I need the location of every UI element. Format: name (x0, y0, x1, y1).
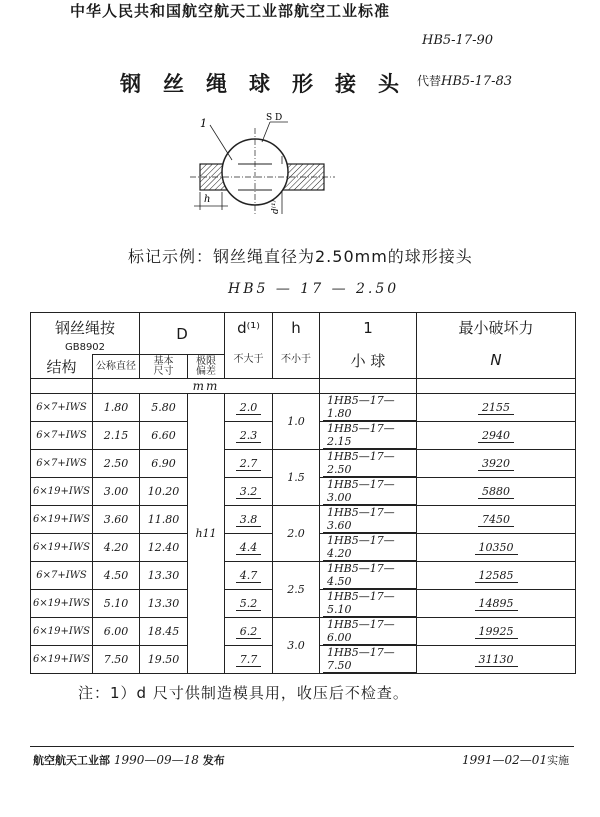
replaces-note (417, 72, 512, 89)
header-d-sub: 不大于 (225, 343, 273, 379)
header-d: d⁽¹⁾ (225, 313, 273, 343)
cell-d: 4.4 (225, 534, 273, 562)
header-limit-dev: 极限 偏差 (188, 355, 225, 379)
header-D: D (140, 313, 225, 355)
cell-force: 2940 (417, 422, 576, 450)
footer-divider (30, 746, 574, 747)
header-rope: 钢丝绳按 (31, 313, 140, 343)
figure-label-d: d⁽¹⁾ (271, 200, 281, 214)
cell-h: 2.5 (273, 562, 320, 618)
cell-code: 1HB5—17—3.60 (320, 506, 417, 534)
header-nominal-dia: 公称直径 (93, 355, 140, 379)
cell-dia: 7.50 (93, 646, 140, 674)
cell-code: 1HB5—17—5.10 (320, 590, 417, 618)
impl-label: 实施 (547, 754, 570, 767)
cell-dia: 4.20 (93, 534, 140, 562)
cell-code: 1HB5—17—2.15 (320, 422, 417, 450)
replaces-label: 代替 (417, 74, 442, 88)
cell-code: 1HB5—17—4.20 (320, 534, 417, 562)
impl-date: 1991—02—01 (462, 753, 548, 767)
cell-structure: 6×19+IWS (31, 478, 93, 506)
cell-structure: 6×19+IWS (31, 534, 93, 562)
issuer: 航空航天工业部 (33, 754, 110, 767)
cell-h: 1.0 (273, 394, 320, 450)
cell-h: 1.5 (273, 450, 320, 506)
cell-structure: 6×7+IWS (31, 450, 93, 478)
cell-structure: 6×7+IWS (31, 394, 93, 422)
cell-dia: 2.50 (93, 450, 140, 478)
header-ball-num: 1 (320, 313, 417, 343)
cell-D: 19.50 (140, 646, 188, 674)
cell-force: 7450 (417, 506, 576, 534)
cell-dia: 5.10 (93, 590, 140, 618)
cell-force: 5880 (417, 478, 576, 506)
cell-d: 5.2 (225, 590, 273, 618)
cell-structure: 6×19+IWS (31, 646, 93, 674)
cell-D: 5.80 (140, 394, 188, 422)
cell-force: 10350 (417, 534, 576, 562)
doc-code: HB5-17-90 (422, 33, 494, 48)
cell-D: 11.80 (140, 506, 188, 534)
cell-dia: 4.50 (93, 562, 140, 590)
cell-code: 1HB5—17—7.50 (320, 646, 417, 674)
figure-label-sd: S D (266, 113, 283, 123)
standard-org: 中华人民共和国航空航天工业部航空工业标准 (70, 2, 391, 20)
page-title: 钢丝绳球形接头 (120, 72, 421, 96)
cell-d: 2.7 (225, 450, 273, 478)
cell-d: 3.2 (225, 478, 273, 506)
cell-h: 2.0 (273, 506, 320, 562)
cell-structure: 6×19+IWS (31, 618, 93, 646)
cell-structure: 6×19+IWS (31, 506, 93, 534)
cell-structure: 6×7+IWS (31, 422, 93, 450)
cell-code: 1HB5—17—3.00 (320, 478, 417, 506)
cell-structure: 6×19+IWS (31, 590, 93, 618)
cell-dia: 6.00 (93, 618, 140, 646)
header-ball-name: 小 球 (320, 343, 417, 379)
cell-d: 4.7 (225, 562, 273, 590)
figure-label-h: h (204, 194, 211, 205)
header-basic-size: 基本 尺寸 (140, 355, 188, 379)
cell-d: 2.3 (225, 422, 273, 450)
header-structure: 结构 (31, 355, 93, 379)
cell-d: 6.2 (225, 618, 273, 646)
header-force-unit: N (417, 343, 576, 379)
issue-info (33, 752, 225, 768)
cell-structure: 6×7+IWS (31, 562, 93, 590)
cell-dia: 1.80 (93, 394, 140, 422)
cell-dia: 3.60 (93, 506, 140, 534)
cell-code: 1HB5—17—1.80 (320, 394, 417, 422)
cell-dia: 2.15 (93, 422, 140, 450)
header-h: h (273, 313, 320, 343)
cell-D: 13.30 (140, 562, 188, 590)
header-unit: mm (93, 379, 320, 394)
header-h-sub: 不小于 (273, 343, 320, 379)
figure-label-1: 1 (200, 117, 207, 130)
issue-label: 发布 (202, 754, 225, 767)
cell-tolerance: h11 (188, 394, 225, 674)
cell-code: 1HB5—17—4.50 (320, 562, 417, 590)
cell-force: 31130 (417, 646, 576, 674)
cell-D: 10.20 (140, 478, 188, 506)
ball-joint-drawing (170, 110, 360, 220)
cell-d: 3.8 (225, 506, 273, 534)
cell-D: 6.60 (140, 422, 188, 450)
cell-h: 3.0 (273, 618, 320, 674)
cell-d: 2.0 (225, 394, 273, 422)
header-force: 最小破坏力 (417, 313, 576, 343)
cell-D: 13.30 (140, 590, 188, 618)
cell-dia: 3.00 (93, 478, 140, 506)
implementation-info (462, 752, 569, 768)
cell-code: 1HB5—17—2.50 (320, 450, 417, 478)
cell-d: 7.7 (225, 646, 273, 674)
marking-example-caption: 标记示例：钢丝绳直径为2.50mm的球形接头 (128, 247, 473, 266)
cell-D: 18.45 (140, 618, 188, 646)
cell-force: 12585 (417, 562, 576, 590)
spec-table (30, 312, 576, 674)
cell-force: 3920 (417, 450, 576, 478)
header-gb: GB8902 (31, 343, 140, 355)
replaces-code: HB5-17-83 (441, 74, 513, 89)
issue-date: 1990—09—18 (113, 753, 199, 767)
marking-example-code: HB5 — 17 — 2.50 (228, 281, 400, 297)
cell-code: 1HB5—17—6.00 (320, 618, 417, 646)
cell-force: 19925 (417, 618, 576, 646)
footnote: 注：1）d 尺寸供制造模具用，收压后不检查。 (78, 684, 409, 702)
cell-D: 6.90 (140, 450, 188, 478)
cell-force: 2155 (417, 394, 576, 422)
cell-force: 14895 (417, 590, 576, 618)
cell-D: 12.40 (140, 534, 188, 562)
